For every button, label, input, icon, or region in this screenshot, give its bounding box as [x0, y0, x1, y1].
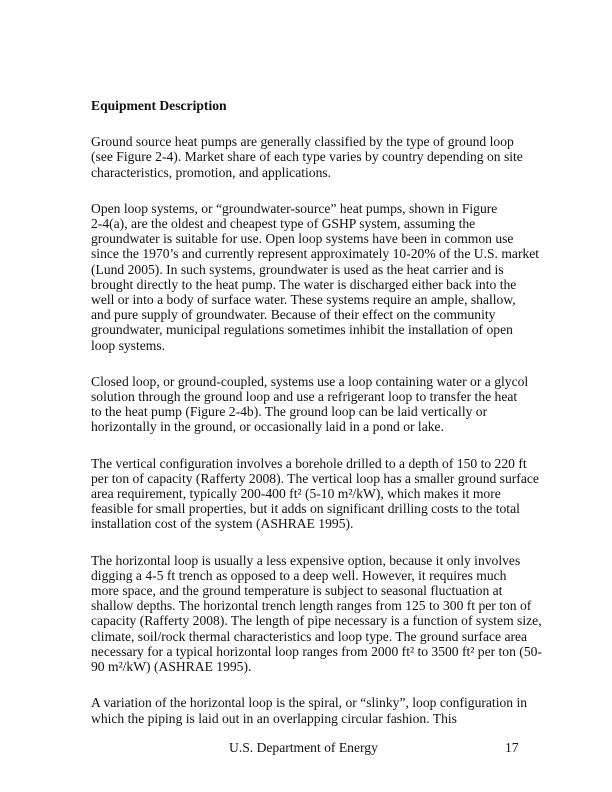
- text-line: characteristics, promotion, and applications.: [91, 164, 332, 180]
- text-line: and pure supply of groundwater. Because of their effect on the community: [91, 307, 496, 323]
- text-line: groundwater, municipal regulations sometimes inhibit the installation of open: [91, 322, 513, 338]
- paragraphs: [91, 134, 542, 726]
- text-line: digging a 4-5 ft trench as opposed to a deep well. However, it requires much: [91, 567, 507, 583]
- text-line: brought directly to the heat pump. The water is discharged either back into the: [91, 276, 517, 292]
- text-line: (Lund 2005). In such systems, groundwater is used as the heat carrier and is: [91, 261, 504, 277]
- text-line: climate, soil/rock thermal characteristics and loop type. The ground surface area: [91, 628, 528, 644]
- text-line: shallow depths. The horizontal trench length ranges from 125 to 300 ft per ton of: [91, 598, 532, 614]
- text-line: per ton of capacity (Rafferty 2008). The vertical loop has a smaller ground surface: [91, 470, 539, 486]
- text-line: which the piping is laid out in an overlapping circular fashion. This: [91, 710, 457, 726]
- paragraph: [91, 695, 531, 725]
- text-line: Ground source heat pumps are generally classified by the type of ground loop: [91, 134, 514, 150]
- text-line: since the 1970’s and currently represent approximately 10-20% of the U.S. market: [91, 246, 540, 262]
- text-line: A variation of the horizontal loop is the spiral, or “slinky”, loop configuration in: [91, 695, 528, 711]
- paragraph: [91, 455, 539, 532]
- page-body: [91, 98, 542, 747]
- text-line: solution through the ground loop and use a refrigerant loop to transfer the heat: [91, 389, 518, 405]
- paragraph: [91, 200, 540, 353]
- text-line: more space, and the ground temperature is subject to seasonal fluctuation at: [91, 583, 503, 599]
- text-line: necessary for a typical horizontal loop ranges from 2000 ft² to 3500 ft² per ton (50-: [91, 643, 542, 659]
- text-line: 90 m²/kW) (ASHRAE 1995).: [91, 659, 252, 675]
- text-line: loop systems.: [91, 337, 166, 353]
- paragraph: [91, 134, 531, 180]
- text-line: feasible for small properties, but it adds on significant drilling costs to the total: [91, 501, 520, 517]
- text-line: (see Figure 2-4). Market share of each type varies by country depending on site: [91, 149, 523, 165]
- text-line: area requirement, typically 200-400 ft² (5-10 m²/kW), which makes it more: [91, 486, 501, 502]
- text-line: The vertical configuration involves a borehole drilled to a depth of 150 to 220 ft: [91, 455, 527, 471]
- text-line: Open loop systems, or “groundwater-source” heat pumps, shown in Figure: [91, 200, 498, 216]
- text-line: capacity (Rafferty 2008). The length of pipe necessary is a function of system size,: [91, 613, 542, 629]
- text-line: horizontally in the ground, or occasionally laid in a pond or lake.: [91, 419, 444, 435]
- paragraph: [91, 552, 542, 675]
- text-line: groundwater is suitable for use. Open loop systems have been in common use: [91, 231, 514, 247]
- text-line: 2-4(a), are the oldest and cheapest type of GSHP system, assuming the: [91, 216, 476, 232]
- text-line: installation cost of the system (ASHRAE 1995).: [91, 516, 354, 532]
- text-line: well or into a body of surface water. These systems require an ample, shallow,: [91, 292, 516, 308]
- text-line: Closed loop, or ground-coupled, systems use a loop containing water or a glycol: [91, 373, 529, 389]
- section-heading: Equipment Description: [91, 98, 227, 113]
- text-line: to the heat pump (Figure 2-4b). The ground loop can be laid vertically or: [91, 404, 488, 420]
- paragraph: [91, 374, 531, 435]
- footer-organization: U.S. Department of Energy: [229, 740, 378, 755]
- page-number: 17: [505, 740, 519, 755]
- text-line: The horizontal loop is usually a less expensive option, because it only involves: [91, 552, 521, 568]
